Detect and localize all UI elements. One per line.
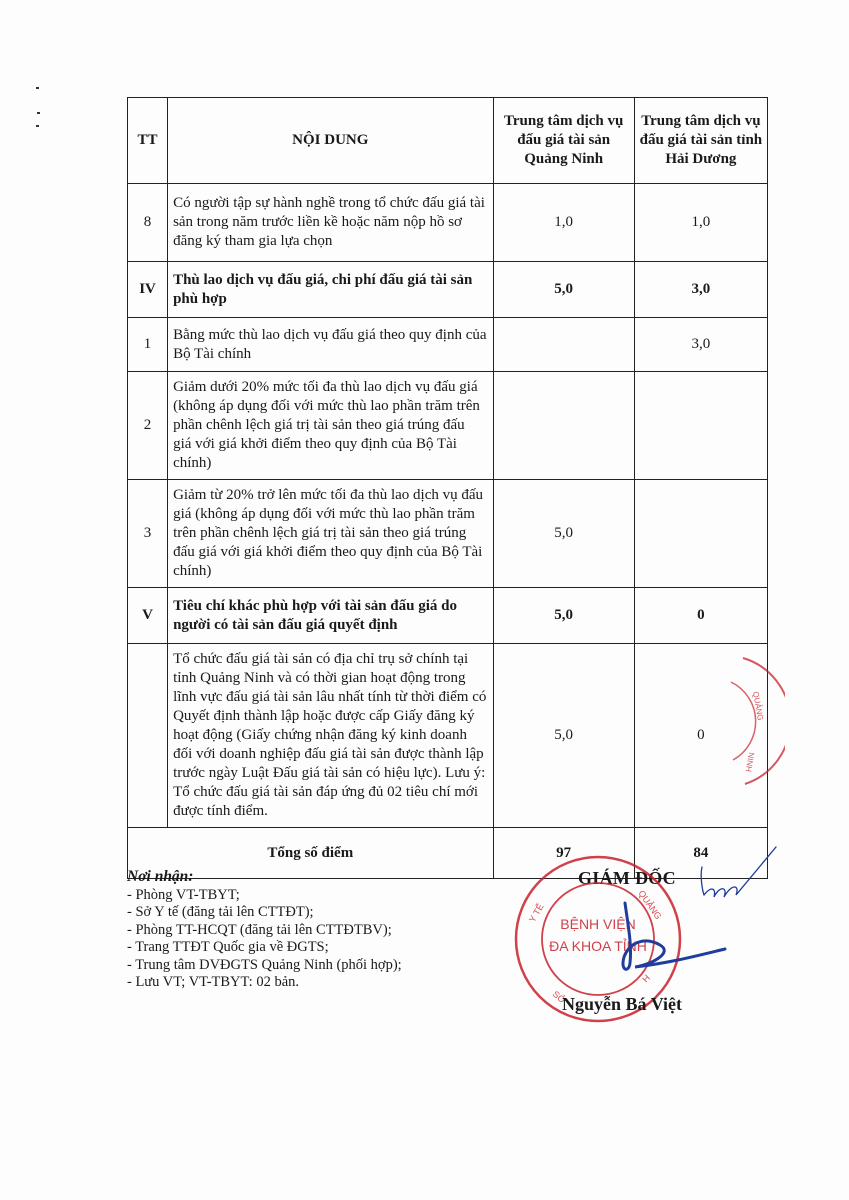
svg-text:NINH: NINH: [743, 751, 756, 773]
table-row: [128, 644, 768, 828]
row-score-hai-duong: 3,0: [634, 262, 767, 318]
svg-text:QUẢNG: QUẢNG: [636, 888, 664, 922]
row-score-quang-ninh: 5,0: [493, 262, 634, 318]
svg-text:H: H: [640, 972, 653, 985]
row-score-quang-ninh: [493, 318, 634, 372]
scan-mark: [36, 125, 39, 127]
scan-mark: [37, 112, 40, 114]
header-hai-duong: Trung tâm dịch vụ đấu giá tài sản tỉnh Hải Dương: [634, 98, 767, 184]
recipient-item: - Phòng VT-TBYT;: [127, 886, 240, 903]
table-row: [128, 184, 768, 262]
recipient-item: - Trang TTĐT Quốc gia về ĐGTS;: [127, 939, 329, 955]
row-tt: IV: [128, 262, 168, 318]
row-score-hai-duong: 3,0: [634, 318, 767, 372]
stamp-line1: BỆNH VIỆN: [560, 916, 636, 932]
signer-title: GIÁM ĐỐC: [578, 868, 676, 888]
total-label: Tổng số điểm: [128, 828, 494, 879]
row-tt: 3: [128, 480, 168, 588]
table-row: [128, 480, 768, 588]
recipient-item: - Phòng TT-HCQT (đăng tải lên CTTĐTBV);: [127, 921, 392, 938]
row-score-quang-ninh: [493, 372, 634, 480]
row-content: Tổ chức đấu giá tài sản có địa chỉ trụ sở chính tại tỉnh Quảng Ninh và có thời gian hoạt động trong lĩnh vực đấu giá tài sản lâu nhất tính từ thời điểm có Quyết định thành lập hoặc được cấp Giấy đăng ký hoạt động (Giấy chứng nhận đăng ký kinh doanh đối với doanh nghiệp đấu giá tài sản được thành lập trước ngày Luật Đấu giá tài sản có hiệu lực). Lưu ý: Tổ chức đấu giá tài sản đáp ứng đủ 02 tiêu chí mới được tính điểm.: [168, 644, 494, 828]
svg-text:Y TẾ: Y TẾ: [527, 901, 546, 924]
total-hai-duong: 84: [634, 828, 767, 879]
row-content: Tiêu chí khác phù hợp với tài sản đấu giá do người có tài sản đấu giá quyết định: [168, 588, 494, 644]
header-tt: TT: [128, 98, 168, 184]
total-quang-ninh: 97: [493, 828, 634, 879]
stamp-line2: ĐA KHOA TỈNH: [549, 938, 647, 954]
scan-mark: [36, 87, 39, 89]
row-tt: 1: [128, 318, 168, 372]
row-score-hai-duong: [634, 480, 767, 588]
svg-text:SỞ: SỞ: [550, 988, 568, 1006]
row-score-hai-duong: [634, 372, 767, 480]
header-content: NỘI DUNG: [168, 98, 494, 184]
row-tt: 2: [128, 372, 168, 480]
row-score-quang-ninh: 5,0: [493, 588, 634, 644]
row-tt: V: [128, 588, 168, 644]
recipients-heading: Nơi nhận:: [127, 868, 194, 885]
row-score-quang-ninh: 1,0: [493, 184, 634, 262]
row-content: Giảm dưới 20% mức tối đa thù lao dịch vụ đấu giá (không áp dụng đối với mức thù lao phần trăm trên phần chênh lệch giá trị tài sản theo giá trúng đấu giá với giá khởi điểm theo quy định của Bộ Tài chính): [168, 372, 494, 480]
signer-name: Nguyễn Bá Việt: [562, 994, 683, 1014]
recipients-block: [127, 868, 507, 992]
row-tt: [128, 644, 168, 828]
scoring-table: [127, 97, 768, 879]
table-row: [128, 318, 768, 372]
table-row-section: [128, 262, 768, 318]
row-score-hai-duong: 0: [634, 588, 767, 644]
recipient-item: - Sở Y tế (đăng tải lên CTTĐT);: [127, 904, 314, 920]
row-content: Bằng mức thù lao dịch vụ đấu giá theo quy định của Bộ Tài chính: [168, 318, 494, 372]
table-header-row: [128, 98, 768, 184]
header-quang-ninh: Trung tâm dịch vụ đấu giá tài sản Quảng Ninh: [493, 98, 634, 184]
row-score-hai-duong: 1,0: [634, 184, 767, 262]
row-score-quang-ninh: 5,0: [493, 480, 634, 588]
partial-stamp: [725, 652, 785, 792]
row-content: Thù lao dịch vụ đấu giá, chi phí đấu giá tài sản phù hợp: [168, 262, 494, 318]
svg-text:QUẢNG: QUẢNG: [751, 690, 765, 722]
handwritten-signature: [590, 845, 780, 995]
row-content: Có người tập sự hành nghề trong tổ chức đấu giá tài sản trong năm trước liền kề hoặc năm nộp hồ sơ đăng ký tham gia lựa chọn: [168, 184, 494, 262]
row-score-quang-ninh: 5,0: [493, 644, 634, 828]
row-tt: 8: [128, 184, 168, 262]
table-row-section: [128, 588, 768, 644]
row-score-hai-duong: 0: [634, 644, 767, 828]
recipient-item: - Trung tâm DVĐGTS Quảng Ninh (phối hợp);: [127, 956, 402, 973]
row-content: Giảm từ 20% trở lên mức tối đa thù lao dịch vụ đấu giá (không áp dụng đối với mức thù lao phần trăm trên phần chênh lệch giá trị tài sản theo giá trúng đấu giá với giá khởi điểm theo quy định của Bộ Tài chính): [168, 480, 494, 588]
table-row: [128, 372, 768, 480]
recipient-item: - Lưu VT; VT-TBYT: 02 bản.: [127, 974, 300, 990]
